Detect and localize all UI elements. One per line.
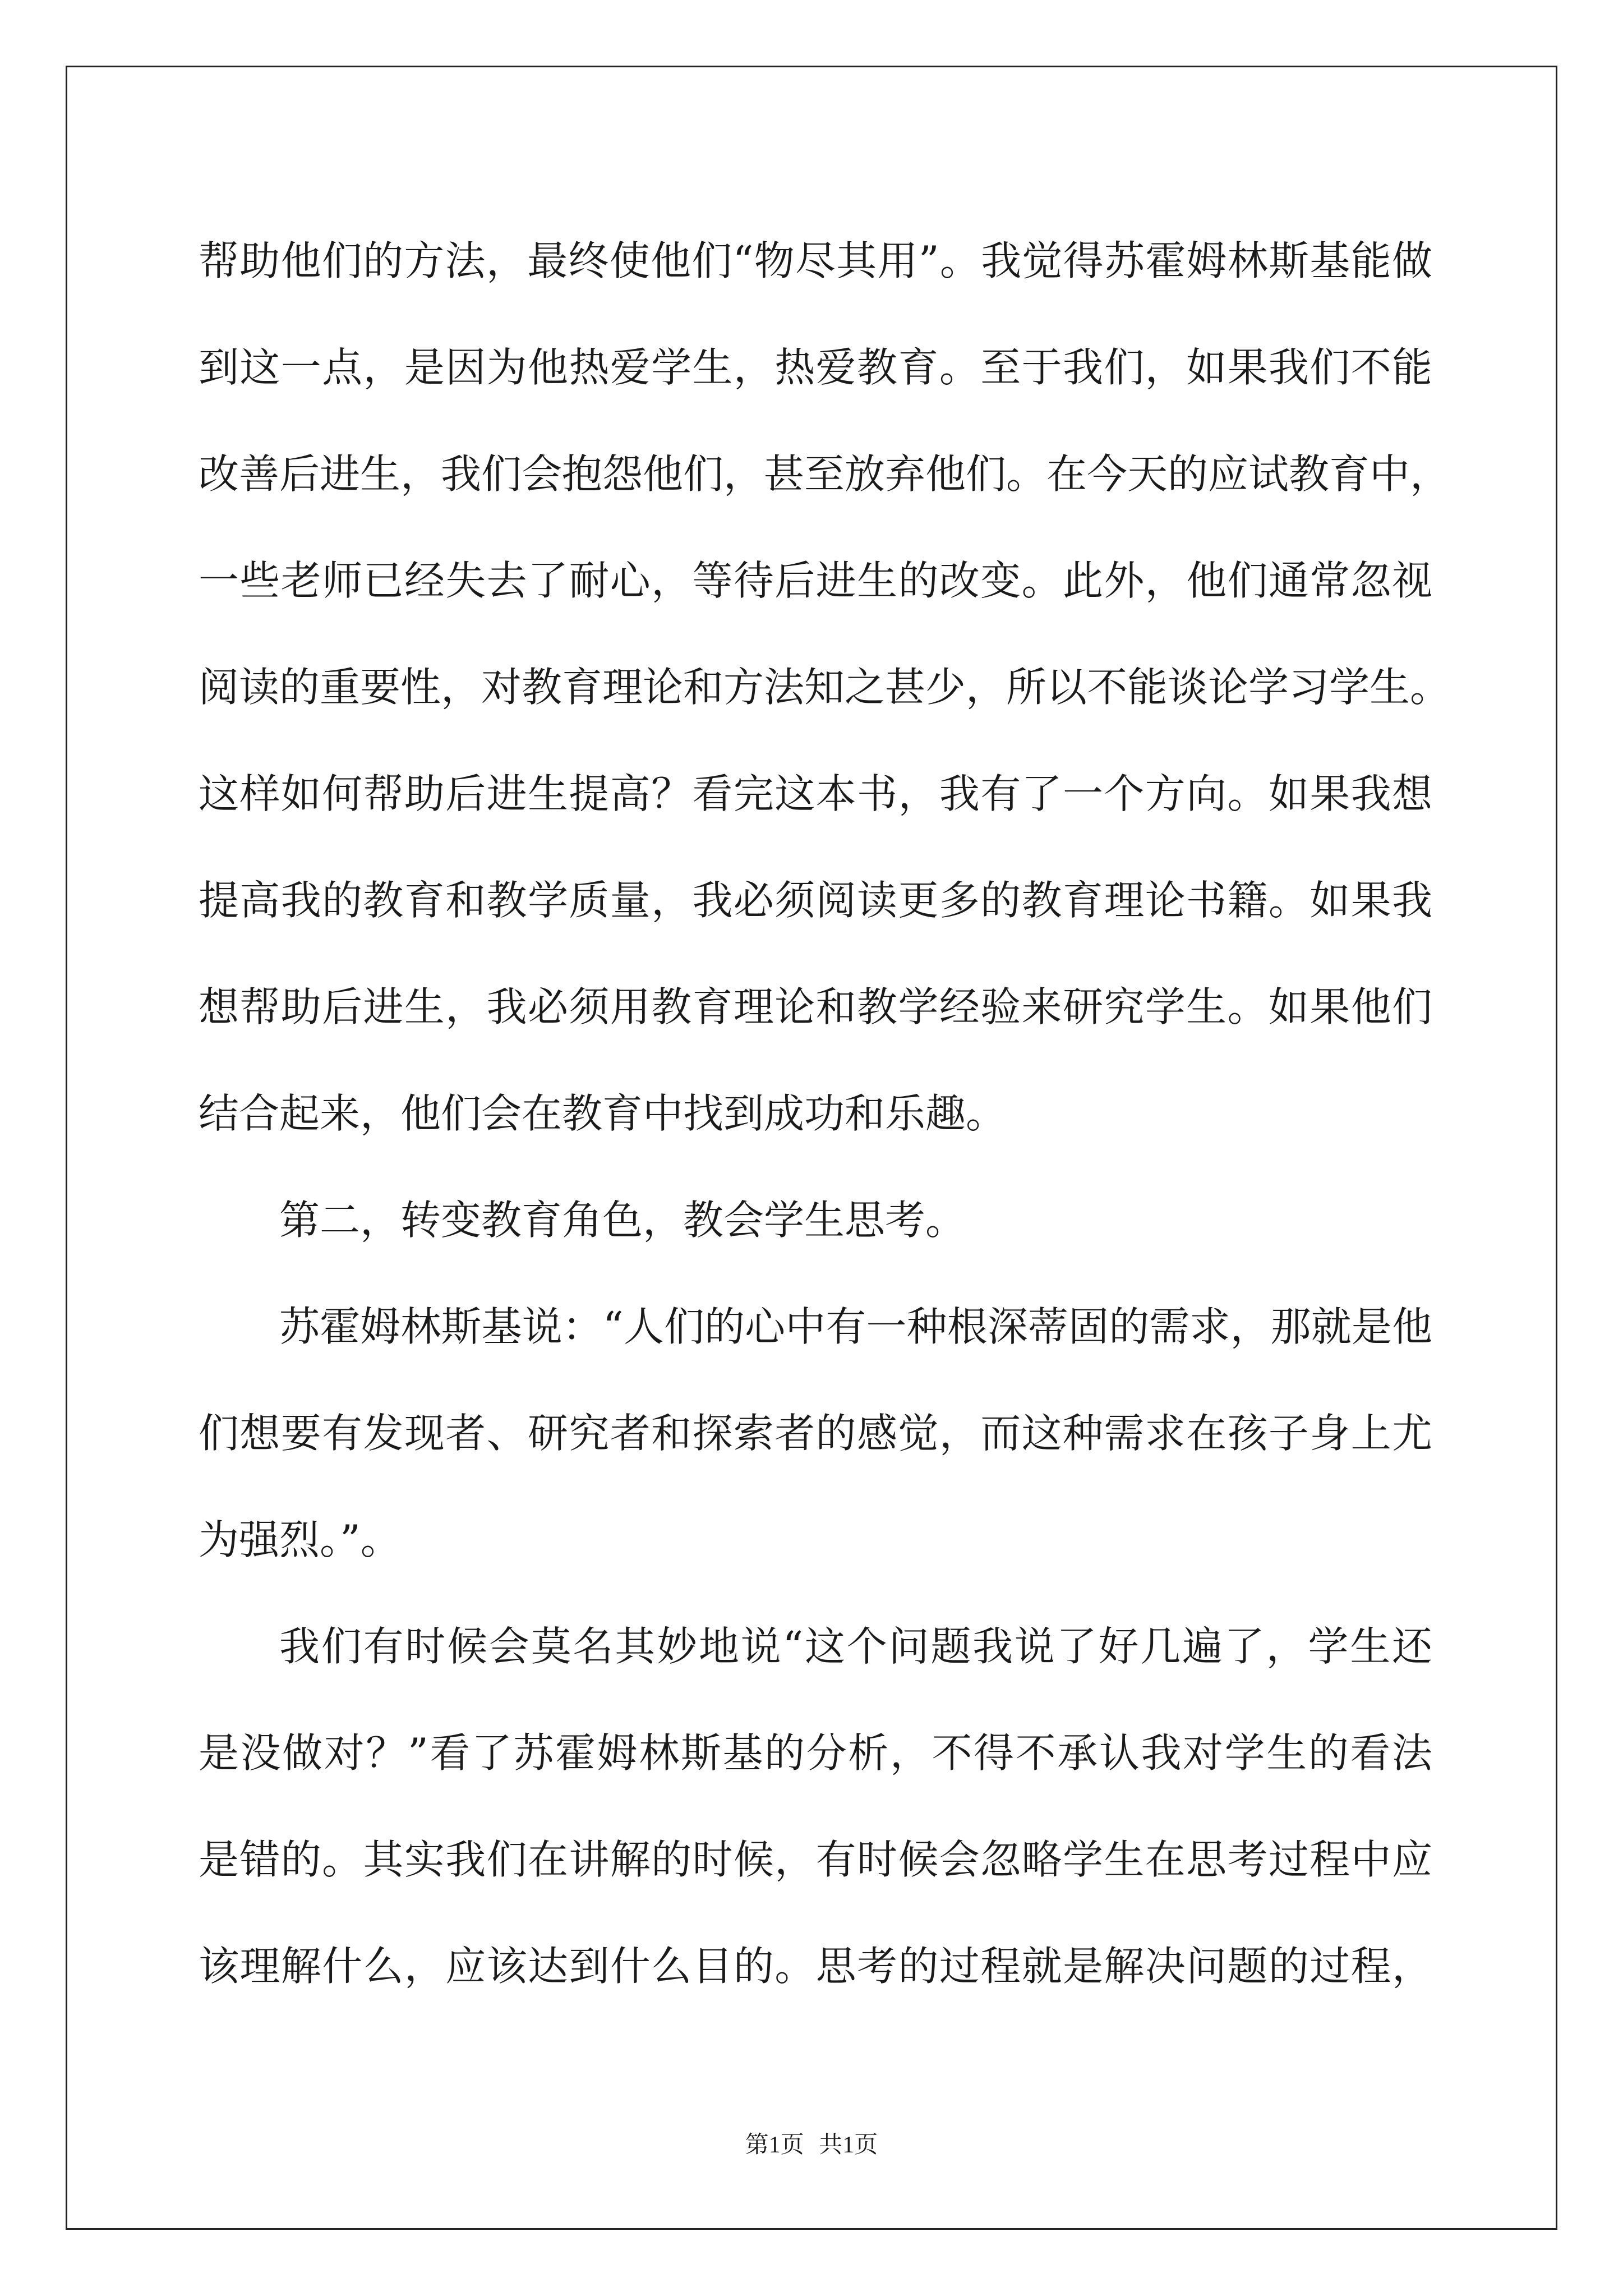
section-heading: 第二，转变教育角色，教会学生思考。 [279,1197,966,1244]
text-line-11: 苏霍姆林斯基说：“人们的心中有一种根深蒂固的需求，那就是他 [279,1303,1432,1350]
text-line-17: 该理解什么，应该达到什么目的。思考的过程就是解决问题的过程， [199,1943,1432,1990]
text-line-16: 是错的。其实我们在讲解的时候，有时候会忽略学生在思考过程中应 [199,1836,1432,1883]
text-line-5: 阅读的重要性，对教育理论和方法知之甚少，所以不能谈论学习学生。 [199,664,1451,711]
text-line-7: 提高我的教育和教学质量，我必须阅读更多的教育理论书籍。如果我 [199,877,1432,924]
text-line-15: 是没做对？”看了苏霍姆林斯基的分析，不得不承认我对学生的看法 [199,1729,1432,1777]
page-number: 第1页 [745,2132,804,2158]
page-footer [0,2126,1623,2160]
text-line-12: 们想要有发现者、研究者和探索者的感觉，而这种需求在孩子身上尤 [199,1410,1432,1457]
text-line-13: 为强烈。”。 [199,1516,401,1563]
text-line-9: 结合起来，他们会在教育中找到成功和乐趣。 [199,1090,1007,1137]
text-line-6: 这样如何帮助后进生提高？看完这本书，我有了一个方向。如果我想 [199,770,1432,817]
text-line-1: 帮助他们的方法，最终使他们“物尽其用”。我觉得苏霍姆林斯基能做 [199,237,1432,284]
text-line-14: 我们有时候会莫名其妙地说“这个问题我说了好几遍了，学生还 [279,1623,1432,1670]
text-line-8: 想帮助后进生，我必须用教育理论和教学经验来研究学生。如果他们 [199,983,1432,1030]
page-total: 共1页 [819,2132,878,2158]
text-line-4: 一些老师已经失去了耐心，等待后进生的改变。此外，他们通常忽视 [199,557,1432,604]
text-line-2: 到这一点，是因为他热爱学生，热爱教育。至于我们，如果我们不能 [199,344,1432,391]
document-body [199,208,1451,2019]
text-line-3: 改善后进生，我们会抱怨他们，甚至放弃他们。在今天的应试教育中， [199,450,1451,498]
